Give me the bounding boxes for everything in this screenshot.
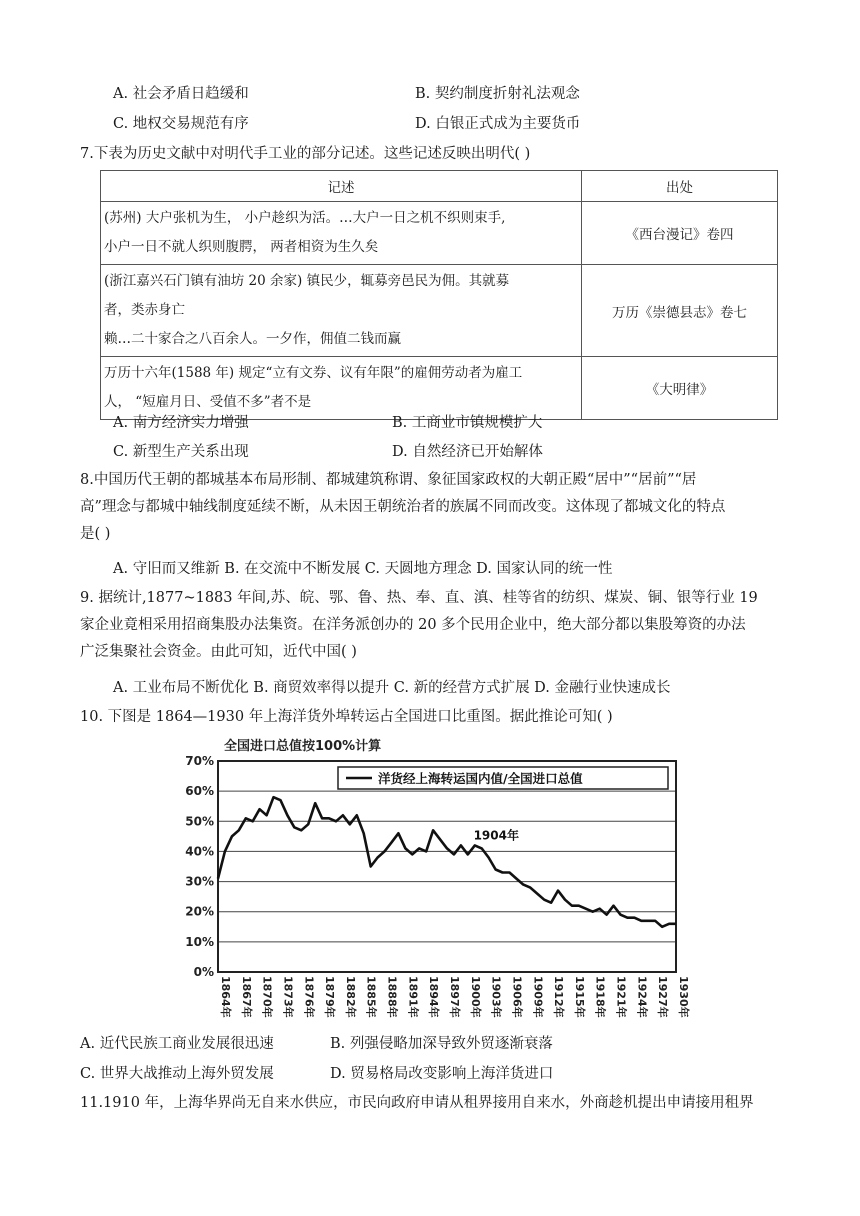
- table-header-source: 出处: [582, 171, 778, 202]
- q6-option-d: D. 白银正式成为主要货币: [415, 116, 581, 132]
- q6-option-a: A. 社会矛盾日趋缓和: [113, 86, 249, 102]
- description-line: 万历十六年(1588 年) 规定“立有文券、议有年限”的雇佣劳动者为雇工: [104, 365, 523, 381]
- x-tick-label: 1864年: [219, 976, 232, 1018]
- x-tick-label: 1879年: [323, 976, 337, 1018]
- q9-stem: [80, 585, 780, 666]
- q9-options: A. 工业布局不断优化 B. 商贸效率得以提升 C. 新的经营方式扩展 D. 金融行业快速成长: [113, 680, 671, 696]
- q6-option-c: C. 地权交易规范有序: [113, 116, 249, 132]
- x-tick-label: 1882年: [343, 976, 357, 1018]
- x-tick-label: 1903年: [489, 976, 503, 1018]
- y-tick-label: 60%: [185, 784, 214, 799]
- description-line: 者，类赤身亡: [104, 302, 185, 318]
- legend-label: 洋货经上海转运国内值/全国进口总值: [378, 771, 583, 786]
- table-cell-description: [101, 265, 582, 357]
- chart-annotation: 1904年: [473, 828, 519, 843]
- table-cell-description: [101, 202, 582, 265]
- q8-line: 高”理念与都城中轴线制度延续不断，从未因王朝统治者的族属不同而改变。这体现了都城文化的特点: [80, 499, 726, 515]
- table-header-row: [101, 171, 778, 202]
- series-line: [218, 797, 676, 927]
- x-tick-label: 1906年: [510, 976, 524, 1018]
- q10-option-b: B. 列强侵略加深导致外贸逐渐衰落: [330, 1036, 553, 1052]
- y-tick-label: 20%: [185, 904, 214, 919]
- x-tick-label: 1924年: [635, 976, 649, 1018]
- q7-stem: 7.下表为历史文献中对明代手工业的部分记述。这些记述反映出明代( ): [80, 146, 531, 162]
- q10-option-d: D. 贸易格局改变影响上海洋货进口: [330, 1066, 554, 1082]
- x-tick-label: 1885年: [364, 976, 378, 1018]
- table-row: [101, 202, 778, 265]
- x-tick-label: 1930年: [677, 976, 690, 1018]
- description-line: 人， “短雇月日、受值不多”者不是: [104, 394, 312, 410]
- table-cell-source: 《大明律》: [582, 357, 778, 420]
- table-header-description: 记述: [101, 171, 582, 202]
- x-tick-label: 1900年: [468, 976, 482, 1018]
- y-tick-label: 0%: [193, 965, 214, 979]
- x-tick-label: 1897年: [448, 976, 461, 1018]
- q7-option-a: A. 南方经济实力增强: [113, 415, 249, 431]
- description-line: 小户一日不就人织则腹腭， 两者相资为生久矣: [104, 239, 379, 255]
- q9-line: 广泛集聚社会资金。由此可知，近代中国( ): [80, 644, 357, 660]
- y-tick-label: 40%: [185, 844, 214, 859]
- table-cell-source: 《西台漫记》卷四: [582, 202, 778, 265]
- x-tick-label: 1921年: [614, 976, 628, 1018]
- plot-frame: [218, 761, 676, 972]
- description-line: (浙江嘉兴石门镇有油坊 20 余家) 镇民少，辄募旁邑民为佣。其就募: [104, 273, 510, 289]
- description-line: 赖…二十家合之八百余人。一夕作，佣值二钱而赢: [104, 331, 401, 347]
- q8-options: A. 守旧而又维新 B. 在交流中不断发展 C. 天圆地方理念 D. 国家认同的统一性: [113, 561, 613, 577]
- x-tick-label: 1876年: [302, 976, 316, 1018]
- q10-option-c: C. 世界大战推动上海外贸发展: [80, 1066, 274, 1082]
- q8-line: 8.中国历代王朝的都城基本布局形制、都城建筑称谓、象征国家政权的大朝正殿“居中”“居前”“居: [80, 472, 697, 488]
- q7-option-d: D. 自然经济已开始解体: [392, 444, 543, 460]
- q8-stem: [80, 467, 780, 548]
- import-share-line-chart: [185, 735, 690, 1020]
- q10-stem: 10. 下图是 1864—1930 年上海洋货外埠转运占全国进口比重图。据此推论可知( ): [80, 709, 613, 725]
- y-tick-label: 70%: [185, 754, 214, 768]
- x-tick-label: 1891年: [406, 976, 420, 1018]
- description-line: (苏州) 大户张机为生， 小户趁织为活。…大户一日之机不织则束手,: [104, 210, 506, 226]
- x-tick-label: 1888年: [385, 976, 399, 1018]
- y-tick-label: 30%: [185, 874, 214, 889]
- q8-line: 是( ): [80, 526, 111, 542]
- q11-stem: 11.1910 年，上海华界尚无自来水供应，市民向政府申请从租界接用自来水，外商趁机提出申请接用租界: [80, 1095, 754, 1111]
- x-tick-label: 1867年: [239, 976, 253, 1018]
- y-tick-label: 10%: [185, 934, 214, 949]
- q7-option-b: B. 工商业市镇规模扩大: [392, 415, 543, 431]
- x-tick-label: 1873年: [281, 976, 295, 1018]
- q10-option-a: A. 近代民族工商业发展很迅速: [80, 1036, 274, 1052]
- x-tick-label: 1909年: [531, 976, 545, 1018]
- q7-option-c: C. 新型生产关系出现: [113, 444, 249, 460]
- x-tick-label: 1912年: [552, 976, 566, 1018]
- q9-line: 9. 据统计,1877~1883 年间,苏、皖、鄂、鲁、热、奉、直、滇、桂等省的纺织、煤炭、铜、银等行业 19: [80, 590, 758, 606]
- q6-option-b: B. 契约制度折射礼法观念: [415, 86, 580, 102]
- chart-title: 全国进口总值按100%计算: [224, 739, 382, 754]
- q9-line: 家企业竟相采用招商集股办法集资。在洋务派创办的 20 多个民用企业中，绝大部分都以集股筹资的办法: [80, 617, 746, 633]
- y-tick-label: 50%: [185, 814, 214, 829]
- x-tick-label: 1918年: [593, 976, 607, 1018]
- table-row: [101, 265, 778, 357]
- x-tick-label: 1927年: [656, 976, 670, 1018]
- x-tick-label: 1894年: [427, 976, 441, 1018]
- x-tick-label: 1915年: [572, 976, 586, 1018]
- q7-source-table: [100, 170, 778, 420]
- table-cell-source: 万历《崇德县志》卷七: [582, 265, 778, 357]
- x-tick-label: 1870年: [260, 976, 274, 1018]
